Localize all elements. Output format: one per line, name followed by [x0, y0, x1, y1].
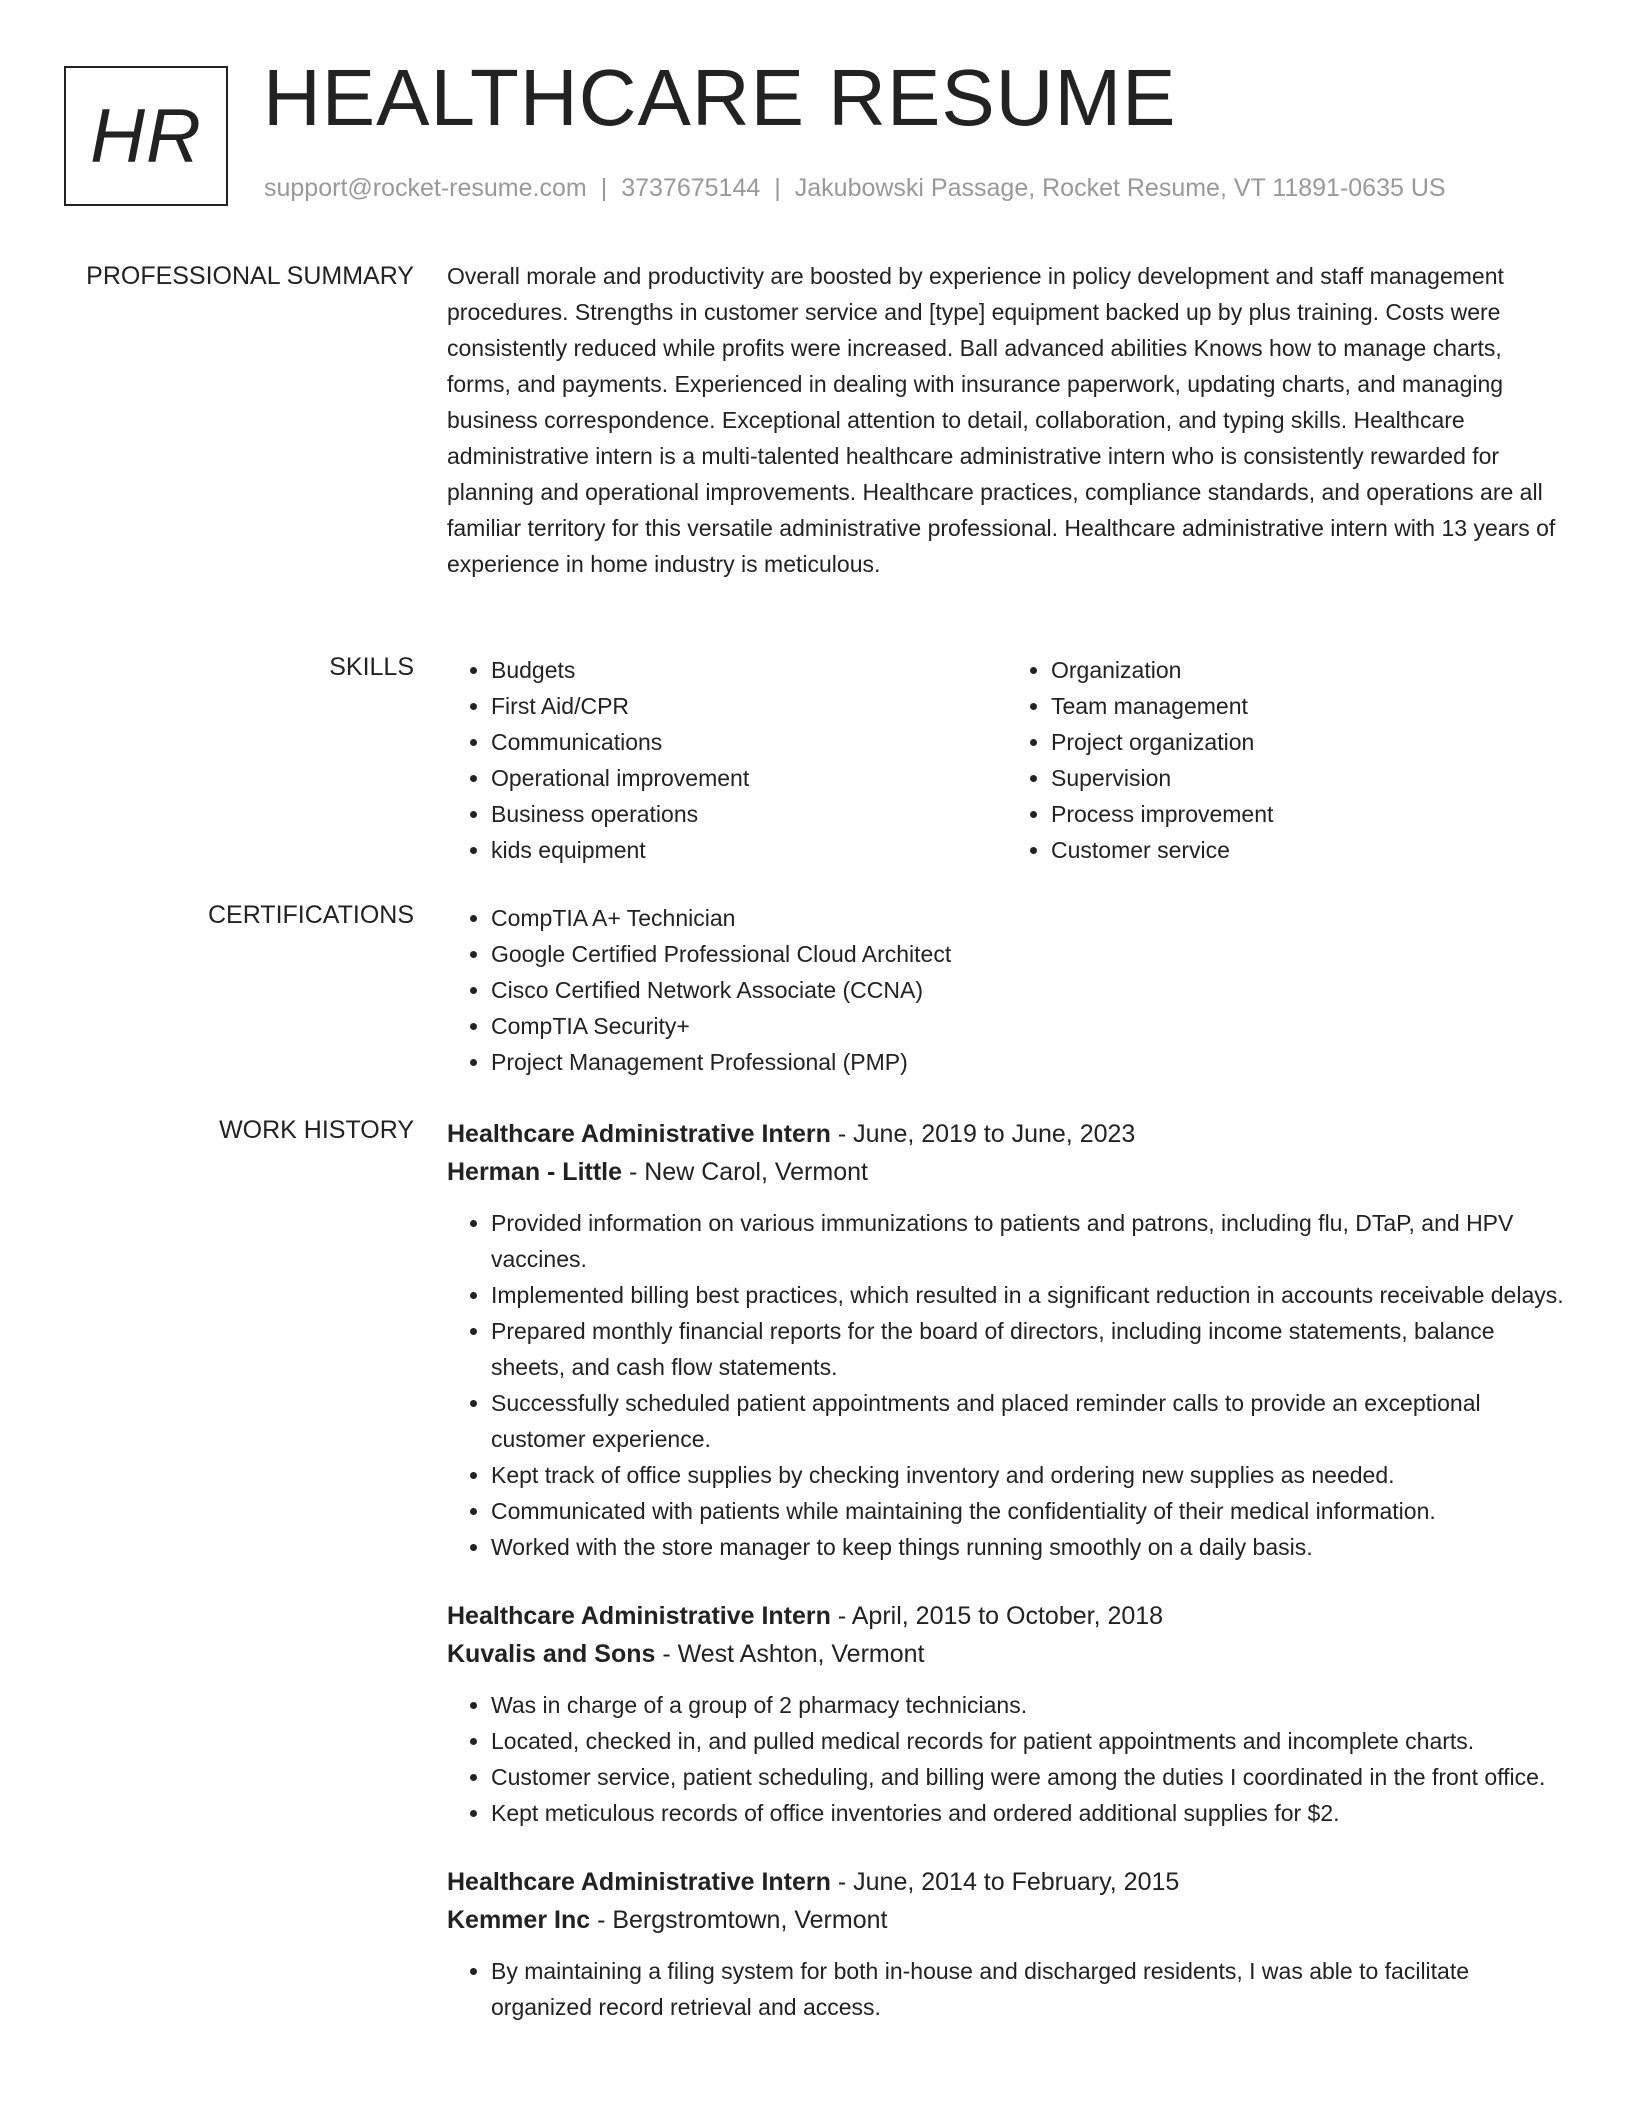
contact-separator: |	[774, 174, 781, 202]
job-location: - Bergstromtown, Vermont	[590, 1906, 888, 1934]
job-company: Kemmer Inc	[447, 1906, 591, 1934]
certification-item: • Cisco Certified Network Associate (CCNA)	[491, 972, 1567, 1008]
contact-email[interactable]: support@rocket-resume.com	[264, 174, 587, 202]
job-location: - West Ashton, Vermont	[655, 1640, 925, 1668]
skills-content	[447, 652, 1567, 868]
job-bullet: • Located, checked in, and pulled medical records for patient appointments and incomplete charts.	[491, 1723, 1567, 1759]
skill-item: • Team management	[1051, 688, 1567, 724]
skills-label: SKILLS	[329, 653, 414, 681]
resume-name: HEALTHCARE RESUME	[263, 53, 1177, 142]
job-bullet: • Successfully scheduled patient appointments and placed reminder calls to provide an exceptional customer experience.	[491, 1385, 1567, 1457]
job-title: Healthcare Administrative Intern	[447, 1868, 831, 1896]
certification-item: • Project Management Professional (PMP)	[491, 1044, 1567, 1080]
job-title-line	[447, 1597, 1567, 1635]
job-bullet: • Worked with the store manager to keep things running smoothly on a daily basis.	[491, 1529, 1567, 1565]
contact-separator: |	[600, 174, 608, 202]
job-company: Kuvalis and Sons	[447, 1640, 656, 1668]
skill-item: • Organization	[1051, 652, 1567, 688]
job-bullet: • Prepared monthly financial reports for the board of directors, including income statements, balance sheets, and cash flow statements.	[491, 1313, 1567, 1385]
job-bullet: • Implemented billing best practices, which resulted in a significant reduction in accounts receivable delays.	[491, 1277, 1567, 1313]
job-title-line	[447, 1863, 1567, 1901]
job-title: Healthcare Administrative Intern	[447, 1602, 831, 1630]
job-entry	[447, 1863, 1567, 2025]
summary-label: PROFESSIONAL SUMMARY	[86, 262, 414, 290]
skill-item: • Communications	[491, 724, 1007, 760]
certification-item: • CompTIA Security+	[491, 1008, 1567, 1044]
skill-item: • Customer service	[1051, 832, 1567, 868]
job-company-line	[447, 1635, 1567, 1673]
certification-item: • CompTIA A+ Technician	[491, 900, 1567, 936]
job-company: Herman - Little	[447, 1158, 623, 1186]
skill-item: • Project organization	[1051, 724, 1567, 760]
skills-list-right	[1007, 652, 1567, 868]
monogram-initials: HR	[90, 93, 202, 179]
job-bullet: • Kept meticulous records of office inventories and ordered additional supplies for $2.	[491, 1795, 1567, 1831]
contact-line	[264, 174, 1446, 203]
skill-item: • kids equipment	[491, 832, 1007, 868]
job-bullet: • Was in charge of a group of 2 pharmacy technicians.	[491, 1687, 1567, 1723]
job-dates: - June, 2019 to June, 2023	[830, 1120, 1136, 1148]
job-bullets	[447, 1687, 1567, 1831]
job-location: - New Carol, Vermont	[622, 1158, 868, 1186]
job-title-line	[447, 1115, 1567, 1153]
job-company-line	[447, 1153, 1567, 1191]
skill-item: • Business operations	[491, 796, 1007, 832]
work-history-label: WORK HISTORY	[219, 1116, 414, 1144]
job-bullet: • Communicated with patients while maintaining the confidentiality of their medical information.	[491, 1493, 1567, 1529]
summary-content	[447, 258, 1567, 582]
skill-item: • First Aid/CPR	[491, 688, 1007, 724]
job-bullets	[447, 1205, 1567, 1565]
job-bullet: • Kept track of office supplies by checking inventory and ordering new supplies as needed.	[491, 1457, 1567, 1493]
contact-address: Jakubowski Passage, Rocket Resume, VT 11891-0635 US	[794, 174, 1446, 202]
summary-text: Overall morale and productivity are boosted by experience in policy development and staff management procedures. Strengths in customer service and [type] equipment backed up by plus training. Costs were consistently reduced while profits were increased. Ball advanced abilities Knows how to manage charts, forms, and payments. Experienced in dealing with insurance paperwork, updating charts, and managing business correspondence. Exceptional attention to detail, collaboration, and typing skills. Healthcare administrative intern is a multi-talented healthcare administrative intern who is consistently rewarded for planning and operational improvements. Healthcare practices, compliance standards, and operations are all familiar territory for this versatile administrative professional. Healthcare administrative intern with 13 years of experience in home industry is meticulous.	[447, 263, 1556, 577]
skill-item: • Process improvement	[1051, 796, 1567, 832]
skill-item: • Budgets	[491, 652, 1007, 688]
certification-item: • Google Certified Professional Cloud Architect	[491, 936, 1567, 972]
certifications-label: CERTIFICATIONS	[207, 901, 414, 929]
certifications-content	[447, 900, 1567, 1080]
contact-phone[interactable]: 3737675144	[621, 174, 761, 202]
certifications-list	[447, 900, 1567, 1080]
monogram-box	[64, 66, 228, 206]
job-dates: - June, 2014 to February, 2015	[830, 1868, 1180, 1896]
job-entry	[447, 1597, 1567, 1831]
work-history-content	[447, 1115, 1567, 2025]
job-bullets	[447, 1953, 1567, 2025]
skills-list-left	[447, 652, 1007, 868]
job-dates: - April, 2015 to October, 2018	[830, 1602, 1164, 1630]
job-bullet: • Provided information on various immunizations to patients and patrons, including flu, DTaP, and HPV vaccines.	[491, 1205, 1567, 1277]
job-entry	[447, 1115, 1567, 1565]
job-company-line	[447, 1901, 1567, 1939]
job-title: Healthcare Administrative Intern	[447, 1120, 831, 1148]
job-bullet: • By maintaining a filing system for both in-house and discharged residents, I was able to facilitate organized record retrieval and access.	[491, 1953, 1567, 2025]
skill-item: • Operational improvement	[491, 760, 1007, 796]
skill-item: • Supervision	[1051, 760, 1567, 796]
job-bullet: • Customer service, patient scheduling, and billing were among the duties I coordinated in the front office.	[491, 1759, 1567, 1795]
